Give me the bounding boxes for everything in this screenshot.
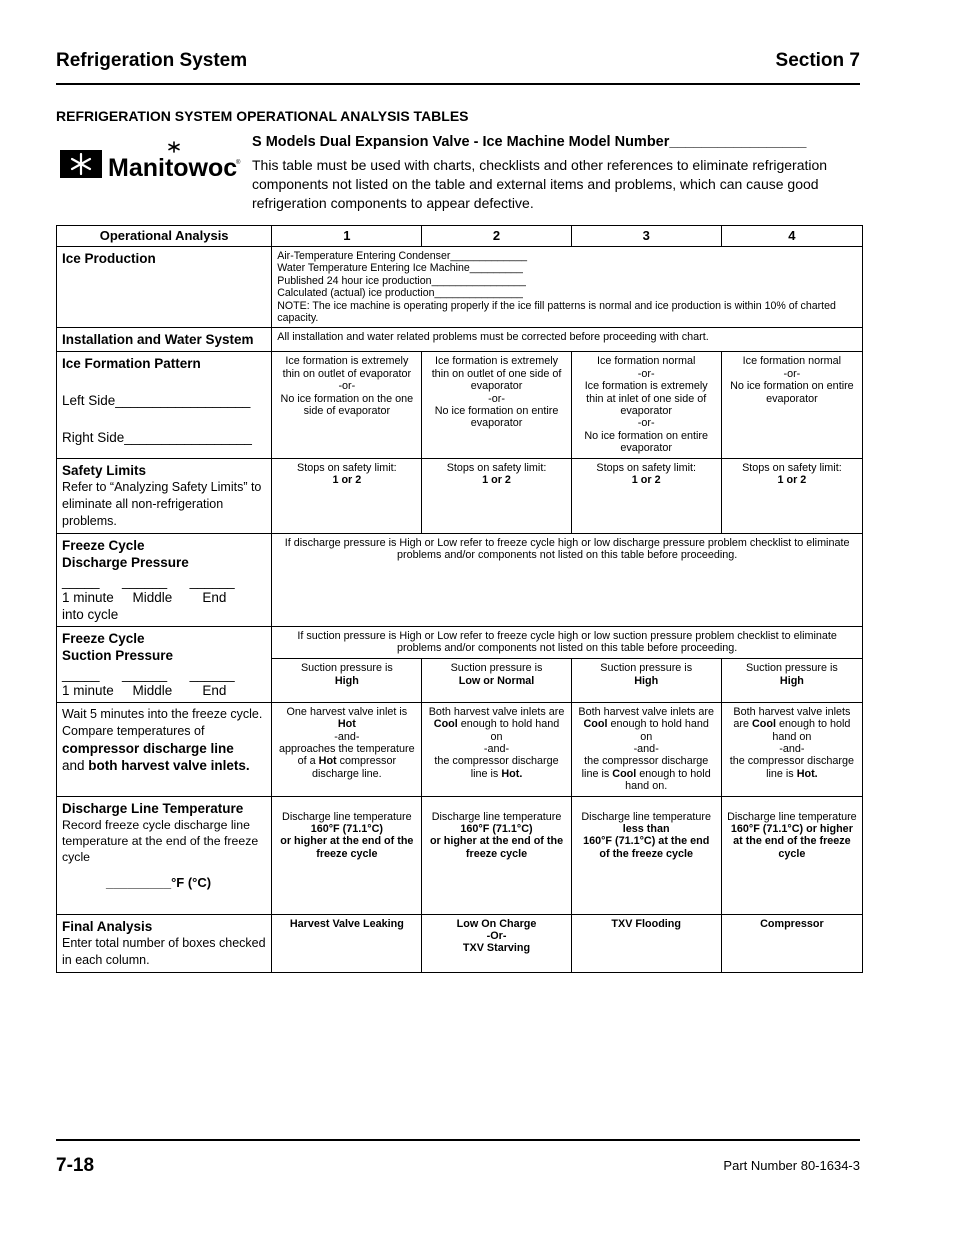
label-ice-formation: Ice Formation Pattern Left Side__________________ Right Side_________________ [57, 352, 272, 458]
discharge-temp-field[interactable]: _________°F (°C) [106, 874, 212, 890]
intro-title: S Models Dual Expansion Valve - Ice Machine Model Number_________________ [252, 134, 807, 150]
label-discharge-pressure: Freeze Cycle Discharge Pressure _____ ______ ______ 1 minute Middle End into cycle [57, 533, 272, 626]
harvest-col-4: Both harvest valve inlets are Cool enough to hold hand on -and- the compressor discharge line is Hot. [721, 702, 862, 796]
row-ice-formation [57, 352, 863, 458]
discharge-pressure-text: If discharge pressure is High or Low refer to freeze cycle high or low discharge pressure problem checklist to eliminate problems and/or components not listed on this table before proceeding. [272, 533, 863, 626]
row-suction-text [57, 626, 863, 659]
final-col-2: Low On Charge -Or- TXV Starving [422, 914, 571, 972]
suction-blanks[interactable]: _____ ______ ______ [62, 666, 235, 682]
row-final-analysis [57, 914, 863, 972]
suction-col-4: Suction pressure is High [721, 659, 862, 702]
row-harvest-valve [57, 702, 863, 796]
harvest-col-1: One harvest valve inlet is Hot -and- approaches the temperature of a Hot compressor discharge line. [272, 702, 422, 796]
row-discharge-pressure [57, 533, 863, 626]
header-col-2: 2 [422, 226, 571, 247]
final-col-4: Compressor [721, 914, 862, 972]
ice-formation-col-4: Ice formation normal -or- No ice formation on entire evaporator [721, 352, 862, 458]
header-section: Section 7 [775, 50, 860, 71]
discharge-blanks[interactable]: _____ ______ ______ [62, 573, 235, 589]
calculated-production-field[interactable]: Calculated (actual) ice production_______________ [277, 287, 523, 300]
safety-col-4: Stops on safety limit: 1 or 2 [721, 458, 862, 533]
discharge-temp-col-3: Discharge line temperature less than 160°F (71.1°C) at the end of the freeze cycle [571, 796, 721, 914]
suction-pressure-text: If suction pressure is High or Low refer to freeze cycle high or low suction pressure problem checklist to eliminate problems and/or components not listed on this table before proceeding. [272, 626, 863, 659]
intro-block [252, 134, 860, 213]
header-title: Refrigeration System [56, 50, 248, 71]
label-safety-limits: Safety Limits Refer to “Analyzing Safety Limits” to eliminate all non-refrigeration problems. [57, 458, 272, 533]
suction-col-1: Suction pressure is High [272, 659, 422, 702]
header-col-4: 4 [721, 226, 862, 247]
table-header-row [57, 226, 863, 247]
page-number: 7-18 [56, 1155, 95, 1176]
final-col-3: TXV Flooding [571, 914, 721, 972]
air-temp-field[interactable]: Air-Temperature Entering Condenser_____________ [277, 250, 527, 262]
page-header [56, 50, 860, 76]
row-safety-limits [57, 458, 863, 533]
svg-text:®: ® [236, 160, 241, 166]
ice-formation-col-3: Ice formation normal -or- Ice formation is extremely thin at inlet of one side of evaporator -or- No ice formation on entire evaporator [571, 352, 721, 458]
row-installation [57, 328, 863, 352]
label-harvest-valve: Wait 5 minutes into the freeze cycle. Compare temperatures of compressor discharge line and both harvest valve inlets. [57, 702, 272, 796]
ice-production-note: NOTE: The ice machine is operating properly if the ice fill patterns is normal and ice production is within 10% of charted capacity. [277, 299, 836, 325]
safety-col-3: Stops on safety limit: 1 or 2 [571, 458, 721, 533]
safety-col-2: Stops on safety limit: 1 or 2 [422, 458, 571, 533]
ice-formation-col-1: Ice formation is extremely thin on outlet of evaporator -or- No ice formation on the one side of evaporator [272, 352, 422, 458]
harvest-col-3: Both harvest valve inlets are Cool enough to hold hand on -and- the compressor discharge line is Cool enough to hold hand on. [571, 702, 721, 796]
installation-text: All installation and water related problems must be corrected before proceeding with chart. [272, 328, 863, 352]
discharge-temp-col-4: Discharge line temperature 160°F (71.1°C) or higher at the end of the freeze cycle [721, 796, 862, 914]
row-ice-production [57, 247, 863, 328]
suction-col-2: Suction pressure is Low or Normal [422, 659, 571, 702]
label-final-analysis: Final Analysis Enter total number of boxes checked in each column. [57, 914, 272, 972]
harvest-col-2: Both harvest valve inlets are Cool enough to hold hand on -and- the compressor discharge line is Hot. [422, 702, 571, 796]
discharge-temp-col-1: Discharge line temperature 160°F (71.1°C) or higher at the end of the freeze cycle [272, 796, 422, 914]
label-discharge-temp: Discharge Line Temperature Record freeze cycle discharge line temperature at the end of the freeze cycle _________°F (°C) [57, 796, 272, 914]
intro-paragraph: This table must be used with charts, checklists and other references to eliminate refrigeration components not listed on the table and external items and problems, which can cause good refrigeration components to appear defective. [252, 157, 828, 211]
label-ice-production: Ice Production [57, 247, 272, 328]
footer-rule [56, 1139, 860, 1141]
operational-analysis-table [56, 225, 863, 973]
ice-production-fields [272, 247, 863, 328]
header-rule [56, 83, 860, 85]
manitowoc-logo [58, 140, 242, 186]
label-suction-pressure: Freeze Cycle Suction Pressure _____ ______ ______ 1 minute Middle End [57, 626, 272, 702]
left-side-field[interactable]: Left Side__________________ [62, 393, 251, 409]
svg-text:Manitowoc: Manitowoc [108, 154, 238, 182]
header-col-1: 1 [272, 226, 422, 247]
right-side-field[interactable]: Right Side_________________ [62, 430, 252, 446]
header-operational-analysis: Operational Analysis [57, 226, 272, 247]
suction-col-3: Suction pressure is High [571, 659, 721, 702]
published-production-field[interactable]: Published 24 hour ice production________________ [277, 274, 526, 287]
safety-col-1: Stops on safety limit: 1 or 2 [272, 458, 422, 533]
header-col-3: 3 [571, 226, 721, 247]
label-installation: Installation and Water System [57, 328, 272, 352]
ice-formation-col-2: Ice formation is extremely thin on outlet of one side of evaporator -or- No ice formation on entire evaporator [422, 352, 571, 458]
section-title: REFRIGERATION SYSTEM OPERATIONAL ANALYSIS TABLES [56, 108, 469, 124]
final-col-1: Harvest Valve Leaking [272, 914, 422, 972]
part-number: Part Number 80-1634-3 [723, 1158, 860, 1173]
row-discharge-temp [57, 796, 863, 914]
water-temp-field[interactable]: Water Temperature Entering Ice Machine_________ [277, 262, 523, 275]
discharge-temp-col-2: Discharge line temperature 160°F (71.1°C) or higher at the end of the freeze cycle [422, 796, 571, 914]
